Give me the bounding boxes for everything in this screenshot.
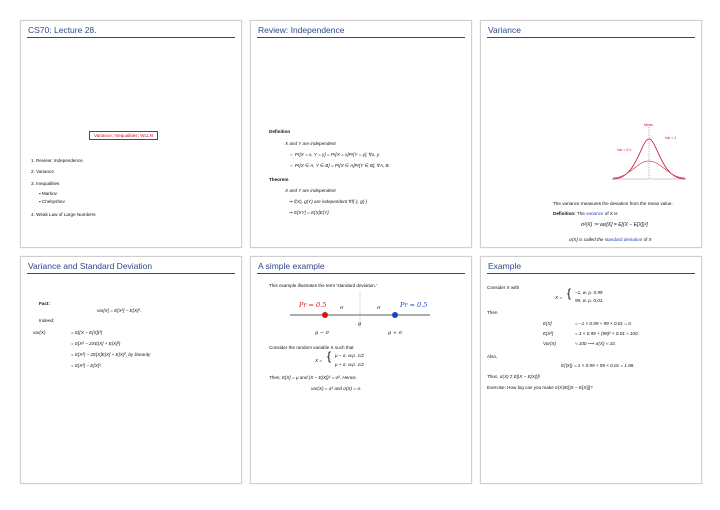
outline-subitem: ▪ Chebyshev <box>39 199 65 204</box>
variance-intro: The variance measures the deviation from the mean value. <box>553 201 673 206</box>
definition-eq-1: ⇔ Pr[X = x, Y = y] = Pr[X = x]Pr[Y = y], ∀x, y. <box>289 152 381 157</box>
left-point <box>322 312 328 318</box>
derivation-step: = E[X²] − E[X]². <box>71 363 102 368</box>
label-pr-left: Pr = 0.5 <box>299 301 327 309</box>
also-text: Also, <box>487 354 498 359</box>
boxed-topic: Variance; Inequalities; WLLN <box>89 131 158 140</box>
label-var-1: Var = 1 <box>665 136 677 140</box>
derivation-step: = E[X²] − 2E[X]E[X] + E[X]², by linearity <box>71 352 151 357</box>
x-definition-lhs: X = <box>315 358 323 363</box>
label-pr-right: Pr = 0.5 <box>400 301 428 309</box>
x-case-1: μ − σ, w.p. 1/2 <box>335 353 364 358</box>
label-mean: Mean <box>644 123 653 127</box>
label-mu-minus-sigma: μ − σ <box>315 330 330 336</box>
result-text: var(X) = σ² and σ(X) = σ. <box>311 386 362 391</box>
slide-3 <box>480 20 702 248</box>
title-rule <box>487 37 695 38</box>
theorem-eq-2: ⇒ E[XY] = E[X]E[Y]. <box>289 210 330 215</box>
moment-rhs: = −1 × 0.99 + 99 × 0.01 = 0. <box>575 321 632 326</box>
indeed-label: Indeed: <box>39 318 55 323</box>
moment-lhs: Var(X) <box>543 341 557 346</box>
slide-6 <box>480 256 702 484</box>
title-rule <box>257 37 465 38</box>
outline-item: 3. Inequalities <box>31 181 60 186</box>
x-case-2: 99, w. p. 0.01. <box>575 298 604 303</box>
then-text: Then, E[X] = μ and (X − E[X])² = σ². Hence, <box>269 375 357 380</box>
then-text: Then <box>487 310 498 315</box>
definition-eq-2: ⇔ Pr[X ∈ A, Y ∈ B] = Pr[X ∈ A]Pr[Y ∈ B], ∀A, B. <box>289 163 390 168</box>
slide-title: CS70: Lecture 28. <box>28 25 97 35</box>
moment-lhs: E[X] <box>543 321 552 326</box>
title-rule <box>487 273 695 274</box>
label-mu: μ <box>358 321 362 327</box>
slide-5 <box>250 256 472 484</box>
slide-title: Example <box>488 261 522 271</box>
moment-rhs: ≈ 100 ⟹ σ(X) ≈ 10. <box>575 341 616 346</box>
fact-equation: var[X] = E[X²] − E[X]². <box>97 308 142 313</box>
outline-item: 4. Weak Law of Large Numbers <box>31 212 96 217</box>
fact-label: Fact: <box>39 301 50 306</box>
slide-title: A simple example <box>258 261 325 271</box>
theorem-heading: Theorem <box>269 177 289 182</box>
slide-1 <box>20 20 242 248</box>
x-case-1: −1, w. p. 0.99 <box>575 290 603 295</box>
title-rule <box>257 273 465 274</box>
x-case-2: μ + σ, w.p. 1/2 <box>335 362 364 367</box>
derivation-lhs: var(X) <box>33 330 46 335</box>
abs-expectation: E(|X|) = 1 × 0.99 + 99 × 0.01 = 1.98. <box>561 363 635 368</box>
slide-4 <box>20 256 242 484</box>
x-brace: { <box>567 286 572 300</box>
two-point-figure <box>285 289 435 341</box>
outline-item: 2. Variance <box>31 169 54 174</box>
slide-title: Variance and Standard Deviation <box>28 261 153 271</box>
x-definition-lhs: X = <box>555 295 563 300</box>
exercise-text: Exercise: How big can you make σ(X)/E[|X − E[X]|]? <box>487 385 593 390</box>
slide-2 <box>250 20 472 248</box>
variance-formula: σ²(X) := var[X] = E[(X − E[X])²] <box>581 222 648 228</box>
theorem-eq-1: ⇒ f(X), g(Y) are independent ∀f(·), g(·) <box>289 199 368 204</box>
title-rule <box>27 37 235 38</box>
consider-text: Consider the random variable X such that <box>269 345 354 350</box>
consider-text: Consider X with <box>487 285 520 290</box>
x-brace: { <box>327 349 332 363</box>
sd-definition: σ(X) is called the standard deviation of X <box>569 237 652 242</box>
slide-title: Variance <box>488 25 521 35</box>
label-sigma-left: σ <box>340 305 344 311</box>
normal-curves-figure <box>609 121 689 183</box>
outline-item: 1. Review: Independence <box>31 158 83 163</box>
title-rule <box>27 273 235 274</box>
thus-text: Thus, σ(X) ≠ E[|X − E[X]|]! <box>487 374 540 379</box>
moment-rhs: = 1 × 0.99 + (99)² × 0.01 ≈ 100. <box>575 331 639 336</box>
slide-title: Review: Independence <box>258 25 345 35</box>
example-intro: This example illustrates the term 'standard deviation.' <box>269 283 377 288</box>
derivation-step: = E[X² − 2XE[X] + E[X]²) <box>71 341 121 346</box>
label-sigma-right: σ <box>377 305 381 311</box>
definition-heading: Definition <box>269 129 291 134</box>
definition-line: X and Y are independent <box>285 141 336 146</box>
label-mu-plus-sigma: μ + σ <box>388 330 403 336</box>
outline-subitem: ▪ Markov <box>39 191 57 196</box>
variance-definition: Definition: The variance of X is <box>553 211 618 216</box>
right-point <box>392 312 398 318</box>
theorem-line: X and Y are independent <box>285 188 336 193</box>
derivation-step: = E[(X − E[X])²] <box>71 330 103 335</box>
label-var-01: Var = 0.1 <box>617 148 632 152</box>
moment-lhs: E[X²] <box>543 331 554 336</box>
